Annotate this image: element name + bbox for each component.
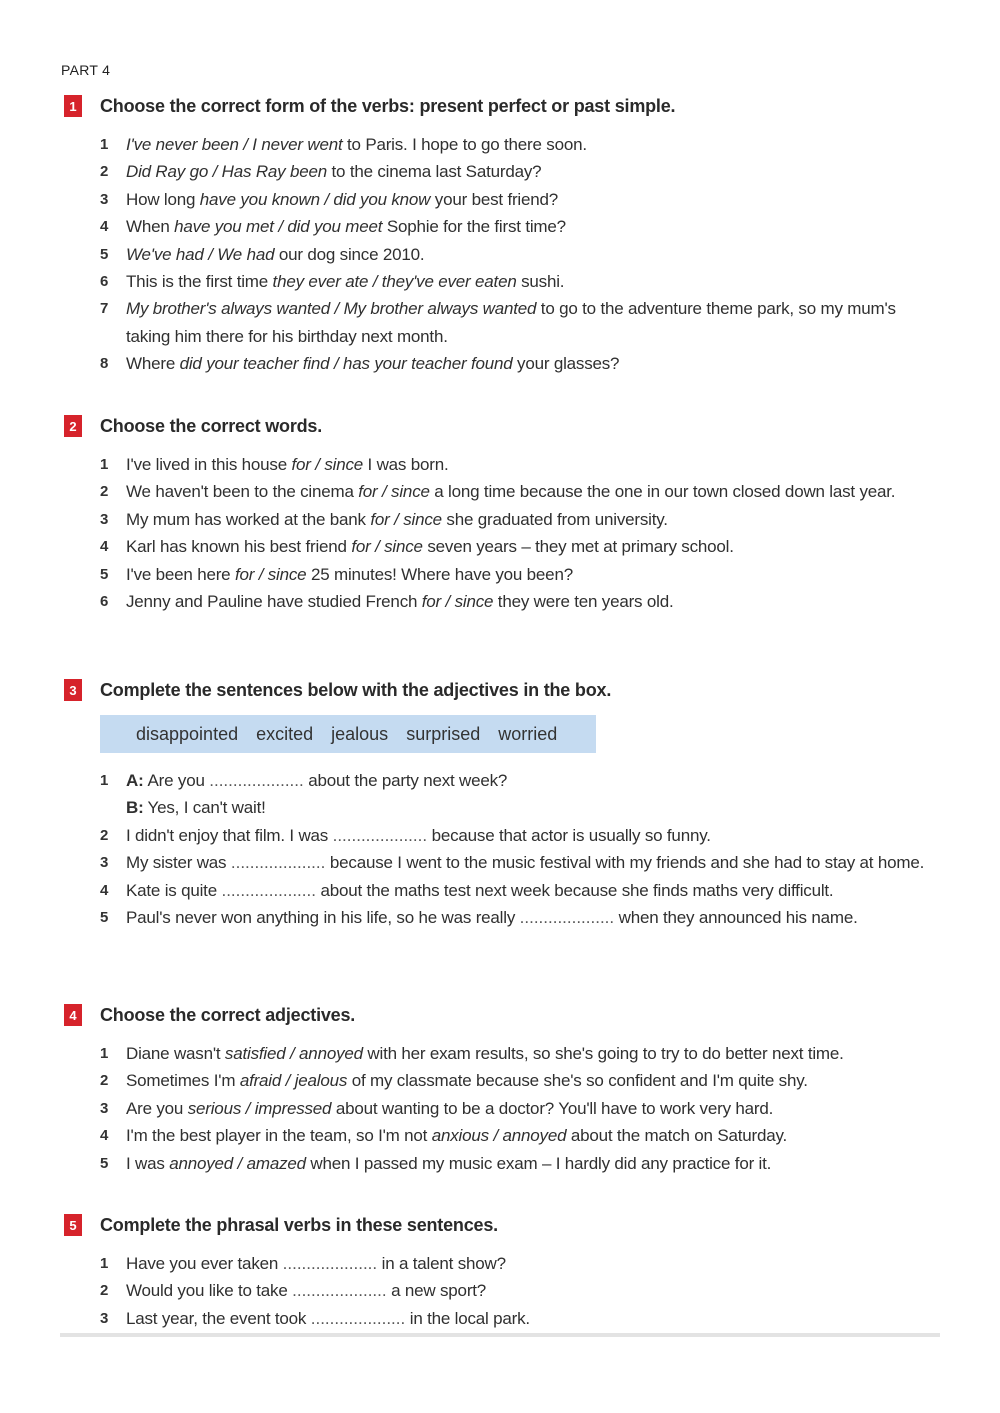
item-text: sushi. bbox=[516, 272, 565, 292]
item-text: My sister was bbox=[126, 853, 231, 873]
item-text: Last year, the event took bbox=[126, 1308, 311, 1328]
item-number: 3 bbox=[100, 1099, 109, 1117]
exercise-items bbox=[64, 767, 944, 822]
choice-options[interactable]: We've had / We had bbox=[126, 244, 275, 264]
answer-blank[interactable]: .................... bbox=[310, 1308, 406, 1328]
word-box-item: surprised bbox=[406, 723, 481, 744]
item-text: Are you bbox=[126, 1098, 188, 1118]
item-number: 2 bbox=[100, 483, 109, 501]
item-number: 4 bbox=[100, 218, 109, 236]
item-text: of my classmate because she's so confident and I'm quite shy. bbox=[347, 1071, 808, 1091]
exercise-item bbox=[64, 350, 944, 377]
choice-options[interactable]: for / since bbox=[358, 482, 430, 502]
item-number: 1 bbox=[100, 456, 109, 473]
choice-options[interactable]: have you met / did you meet bbox=[174, 217, 383, 237]
exercise-item bbox=[64, 877, 944, 904]
item-text: 25 minutes! Where have you been? bbox=[306, 564, 573, 584]
choice-options[interactable]: for / since bbox=[421, 592, 494, 612]
item-text: I've lived in this house bbox=[126, 455, 292, 474]
part-label: PART 4 bbox=[61, 62, 111, 78]
exercise-item bbox=[64, 131, 944, 158]
choice-options[interactable]: satisfied / annoyed bbox=[224, 1044, 363, 1063]
item-text: Jenny and Pauline have studied French bbox=[126, 592, 422, 612]
item-text: because that actor is usually so funny. bbox=[427, 825, 711, 845]
item-text: our dog since 2010. bbox=[274, 244, 425, 264]
exercise-number-badge: 3 bbox=[64, 679, 82, 701]
exercise-item bbox=[64, 904, 944, 931]
item-number: 1 bbox=[100, 1045, 109, 1062]
exercise-items bbox=[64, 1250, 944, 1332]
choice-options[interactable]: My brother's always wanted / My brother always wanted bbox=[126, 299, 537, 319]
exercise-header bbox=[64, 1004, 944, 1026]
choice-options[interactable]: Did Ray go / Has Ray been bbox=[126, 162, 327, 182]
choice-options[interactable]: for / since bbox=[291, 455, 364, 474]
item-text: Where bbox=[126, 354, 180, 374]
item-text: Sometimes I'm bbox=[126, 1071, 240, 1091]
exercise-1 bbox=[64, 95, 944, 378]
exercise-items bbox=[64, 451, 944, 615]
exercise-title: Complete the phrasal verbs in these sentences. bbox=[100, 1214, 498, 1235]
dialogue-line-b bbox=[126, 794, 944, 821]
item-text: when they announced his name. bbox=[614, 908, 858, 928]
exercise-title: Choose the correct adjectives. bbox=[100, 1004, 356, 1025]
answer-blank[interactable]: .................... bbox=[519, 908, 615, 928]
item-number: 4 bbox=[100, 538, 109, 556]
exercise-item bbox=[64, 1277, 944, 1304]
item-text: because I went to the music festival with my friends and she had to stay at home. bbox=[325, 853, 925, 873]
item-text: about the match on Saturday. bbox=[566, 1126, 788, 1146]
item-text: about wanting to be a doctor? You'll have to work very hard. bbox=[331, 1098, 774, 1118]
exercise-item bbox=[64, 241, 944, 268]
exercise-item bbox=[64, 1067, 944, 1094]
choice-options[interactable]: for / since bbox=[351, 537, 423, 557]
exercise-item bbox=[64, 1122, 944, 1149]
item-text: Have you ever taken bbox=[126, 1254, 283, 1273]
exercise-item bbox=[64, 186, 944, 213]
choice-options[interactable]: have you known / did you know bbox=[199, 189, 431, 209]
item-text: We haven't been to the cinema bbox=[126, 482, 359, 502]
item-text: seven years – they met at primary school. bbox=[422, 537, 734, 557]
item-text: to go to the adventure theme park, so my mum's taking him there for his birthday next month. bbox=[126, 299, 896, 346]
answer-blank[interactable]: .................... bbox=[221, 880, 316, 900]
exercise-item bbox=[64, 1040, 944, 1067]
page-bottom-rule bbox=[60, 1333, 940, 1337]
item-number: 4 bbox=[100, 1127, 109, 1145]
exercise-number-badge: 5 bbox=[64, 1214, 82, 1236]
answer-blank[interactable]: .................... bbox=[230, 853, 326, 873]
answer-blank[interactable]: .................... bbox=[292, 1281, 387, 1301]
item-text: How long bbox=[126, 189, 200, 209]
item-number: 2 bbox=[100, 826, 109, 844]
choice-options[interactable]: anxious / annoyed bbox=[431, 1126, 567, 1146]
item-number: 1 bbox=[100, 1255, 109, 1272]
item-text: I was born. bbox=[363, 455, 449, 474]
word-box-item: excited bbox=[256, 723, 314, 744]
exercise-item bbox=[64, 849, 944, 876]
choice-options[interactable]: for / since bbox=[370, 509, 442, 529]
exercise-item bbox=[64, 561, 944, 588]
item-number: 1 bbox=[100, 136, 109, 153]
answer-blank[interactable]: .................... bbox=[332, 825, 428, 845]
exercise-item bbox=[64, 295, 944, 350]
exercise-item bbox=[64, 767, 944, 822]
item-text: when I passed my music exam – I hardly did any practice for it. bbox=[305, 1153, 772, 1173]
answer-blank[interactable]: .................... bbox=[282, 1254, 378, 1273]
exercise-item bbox=[64, 1305, 944, 1332]
choice-options[interactable]: afraid / jealous bbox=[239, 1071, 348, 1091]
item-number: 2 bbox=[100, 1282, 109, 1300]
exercise-3 bbox=[64, 679, 944, 931]
item-text: in a talent show? bbox=[377, 1254, 506, 1273]
exercise-number-badge: 2 bbox=[64, 415, 82, 437]
word-box-item: jealous bbox=[331, 723, 389, 744]
item-text: I didn't enjoy that film. I was bbox=[126, 825, 333, 845]
item-text: When bbox=[126, 217, 175, 237]
item-text: to the cinema last Saturday? bbox=[327, 162, 542, 182]
speaker-label: B: bbox=[126, 798, 144, 818]
item-text: I've been here bbox=[126, 564, 235, 584]
item-text: she graduated from university. bbox=[441, 509, 668, 529]
exercise-item bbox=[64, 268, 944, 295]
item-number: 6 bbox=[100, 273, 109, 291]
item-text: to Paris. I hope to go there soon. bbox=[342, 135, 587, 154]
exercise-header bbox=[64, 95, 944, 117]
item-number: 5 bbox=[100, 909, 109, 927]
item-text: Are you bbox=[147, 771, 210, 790]
exercise-item bbox=[64, 478, 944, 505]
exercise-item bbox=[64, 588, 944, 615]
choice-options[interactable]: did your teacher find / has your teacher found bbox=[179, 354, 513, 374]
exercise-4 bbox=[64, 1004, 944, 1177]
choice-options[interactable]: for / since bbox=[234, 564, 307, 584]
exercise-5 bbox=[64, 1214, 944, 1332]
exercise-header bbox=[64, 679, 944, 701]
item-text: This is the first time bbox=[126, 272, 273, 292]
speaker-label: A: bbox=[126, 771, 144, 790]
item-number: 6 bbox=[100, 593, 109, 611]
choice-options[interactable]: they ever ate / they've ever eaten bbox=[272, 272, 517, 292]
item-text: I was bbox=[126, 1153, 170, 1173]
item-text: Kate is quite bbox=[126, 880, 222, 900]
dialogue-line-a bbox=[126, 767, 944, 794]
exercise-title: Choose the correct words. bbox=[100, 415, 323, 436]
item-text: Paul's never won anything in his life, so he was really bbox=[126, 908, 520, 928]
exercise-items bbox=[64, 1040, 944, 1177]
exercise-items bbox=[64, 822, 944, 932]
item-number: 1 bbox=[100, 772, 109, 789]
item-text: your glasses? bbox=[512, 354, 620, 374]
item-text: Sophie for the first time? bbox=[382, 217, 566, 237]
exercise-item bbox=[64, 451, 944, 478]
item-text: Yes, I can't wait! bbox=[147, 798, 266, 818]
item-text: Karl has known his best friend bbox=[126, 537, 352, 557]
choice-options[interactable]: serious / impressed bbox=[187, 1098, 332, 1118]
exercise-item bbox=[64, 1095, 944, 1122]
exercise-title: Complete the sentences below with the adjectives in the box. bbox=[100, 679, 612, 700]
item-text: about the maths test next week because she finds maths very difficult. bbox=[315, 880, 834, 900]
exercise-header bbox=[64, 415, 944, 437]
item-text: Would you like to take bbox=[126, 1281, 293, 1301]
item-number: 5 bbox=[100, 1154, 109, 1172]
item-text: a new sport? bbox=[386, 1281, 487, 1301]
item-number: 4 bbox=[100, 881, 109, 899]
exercise-header bbox=[64, 1214, 944, 1236]
exercise-item bbox=[64, 213, 944, 240]
exercise-item bbox=[64, 1250, 944, 1277]
exercise-2 bbox=[64, 415, 944, 615]
word-box-item: worried bbox=[498, 723, 558, 744]
answer-blank[interactable]: .................... bbox=[209, 771, 304, 790]
item-text: your best friend? bbox=[430, 189, 559, 209]
item-number: 2 bbox=[100, 163, 109, 181]
item-text: about the party next week? bbox=[303, 771, 508, 790]
exercise-item bbox=[64, 506, 944, 533]
item-text: Diane wasn't bbox=[126, 1044, 225, 1063]
exercise-number-badge: 1 bbox=[64, 95, 82, 117]
item-text: My mum has worked at the bank bbox=[126, 509, 371, 529]
exercise-title: Choose the correct form of the verbs: present perfect or past simple. bbox=[100, 95, 676, 116]
exercise-item bbox=[64, 533, 944, 560]
item-number: 5 bbox=[100, 565, 109, 583]
item-number: 3 bbox=[100, 1309, 109, 1327]
item-number: 3 bbox=[100, 510, 109, 528]
item-text: I'm the best player in the team, so I'm not bbox=[126, 1126, 432, 1146]
item-number: 3 bbox=[100, 854, 109, 872]
choice-options[interactable]: I've never been / I never went bbox=[126, 135, 343, 154]
item-number: 3 bbox=[100, 190, 109, 208]
exercise-item bbox=[64, 822, 944, 849]
item-text: a long time because the one in our town closed down last year. bbox=[429, 482, 896, 502]
adjective-word-box bbox=[100, 715, 596, 753]
item-number: 8 bbox=[100, 355, 109, 373]
exercise-item bbox=[64, 158, 944, 185]
item-number: 7 bbox=[100, 300, 109, 318]
item-text: in the local park. bbox=[405, 1308, 530, 1328]
item-number: 5 bbox=[100, 245, 109, 263]
choice-options[interactable]: annoyed / amazed bbox=[169, 1153, 306, 1173]
exercise-item bbox=[64, 1150, 944, 1177]
item-text: they were ten years old. bbox=[493, 592, 674, 612]
exercise-items bbox=[64, 131, 944, 378]
item-number: 2 bbox=[100, 1072, 109, 1090]
item-text: with her exam results, so she's going to try to do better next time. bbox=[362, 1044, 844, 1063]
exercise-number-badge: 4 bbox=[64, 1004, 82, 1026]
word-box-item: disappointed bbox=[136, 723, 239, 744]
